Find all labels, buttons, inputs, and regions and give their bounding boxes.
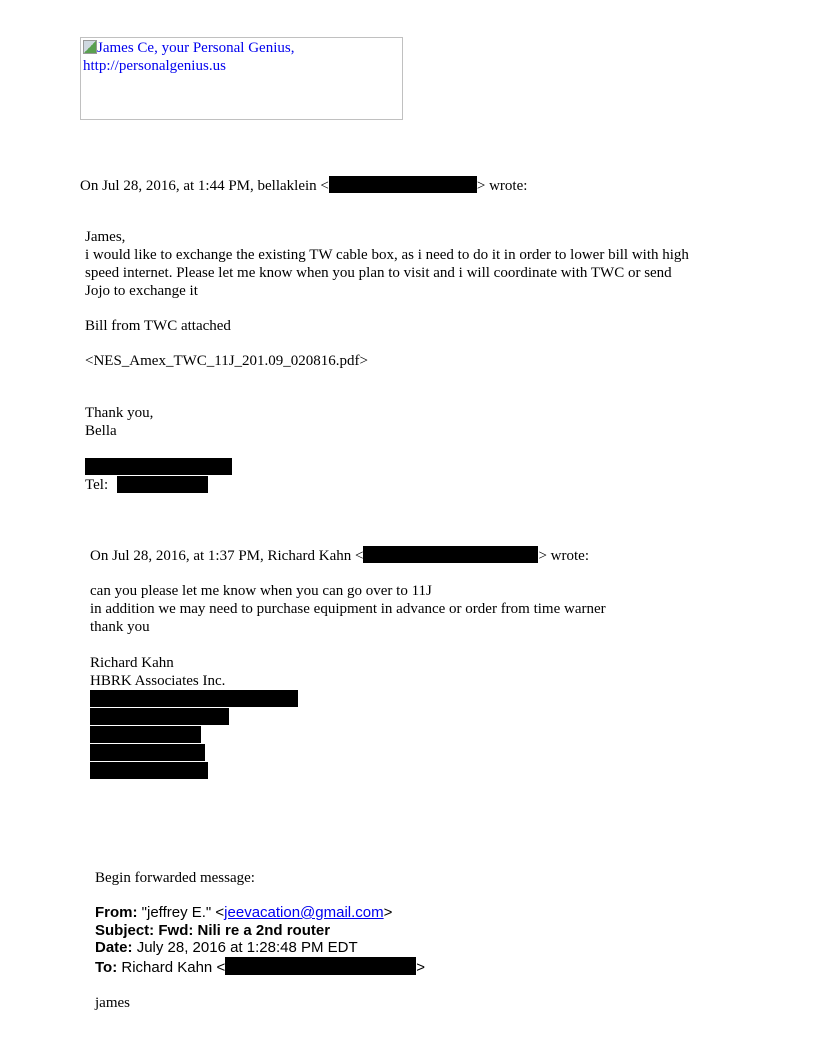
greeting: James, [85, 229, 126, 245]
body-line: Jojo to exchange it [85, 283, 198, 299]
body-line: in addition we may need to purchase equipment in advance or order from time warner [90, 601, 606, 617]
date-label: Date: [95, 939, 133, 956]
date: July 28, 2016 at 1:28:48 PM EDT [136, 939, 358, 956]
sig-company: HBRK Associates Inc. [90, 673, 226, 689]
redaction [85, 458, 232, 475]
from-close: > [383, 904, 393, 921]
personal-genius-logo-image[interactable] [80, 37, 403, 120]
redaction [225, 957, 416, 975]
redaction [329, 176, 477, 193]
forward-intro: Begin forwarded message: [95, 870, 255, 886]
to-label: To: [95, 959, 118, 976]
header-prefix: On Jul 28, 2016, at 1:37 PM, Richard Kahn < [90, 548, 364, 564]
closing: Thank you, [85, 405, 154, 421]
signature: Bella [85, 423, 117, 439]
forward-body: james [95, 995, 130, 1011]
subject-label: Subject: [95, 922, 155, 939]
redaction [90, 744, 205, 761]
redaction [90, 708, 229, 725]
attachment-name[interactable]: <NES_Amex_TWC_11J_201.09_020816.pdf> [85, 353, 369, 369]
body-line: i would like to exchange the existing TW cable box, as i need to do it in order to lower bill with high [85, 247, 689, 263]
from-label: From: [95, 904, 138, 921]
email1-header [80, 176, 527, 195]
tel-label: Tel: [85, 477, 109, 493]
redaction [90, 762, 208, 779]
logo-alt-text-2: http://personalgenius.us [83, 58, 226, 74]
body-line: speed internet. Please let me know when you plan to visit and i will coordinate with TWC or send [85, 265, 672, 281]
subject: Fwd: Nili re a 2nd router [158, 922, 331, 939]
header-suffix: > wrote: [538, 548, 589, 564]
body-line: thank you [90, 619, 150, 635]
sig-name: Richard Kahn [90, 655, 174, 671]
body-line: can you please let me know when you can go over to 11J [90, 583, 432, 599]
redaction [90, 690, 298, 707]
from-line [95, 904, 392, 922]
redaction [90, 726, 201, 743]
header-suffix: > wrote: [476, 178, 528, 194]
from-email-link[interactable]: jeevacation@gmail.com [224, 904, 384, 921]
bill-note: Bill from TWC attached [85, 318, 231, 334]
to-name: Richard Kahn < [121, 959, 226, 976]
header-prefix: On Jul 28, 2016, at 1:44 PM, bellaklein < [80, 178, 329, 194]
broken-image-icon [83, 40, 97, 54]
to-close: > [416, 959, 425, 976]
logo-alt-text-1: James Ce, your Personal Genius, [97, 40, 295, 56]
subject-line [95, 922, 330, 940]
redaction [363, 546, 538, 563]
to-line [95, 957, 425, 977]
redaction [117, 476, 208, 493]
from-name: "jeffrey E." < [141, 904, 225, 921]
email2-header [90, 546, 589, 565]
date-line [95, 939, 358, 957]
